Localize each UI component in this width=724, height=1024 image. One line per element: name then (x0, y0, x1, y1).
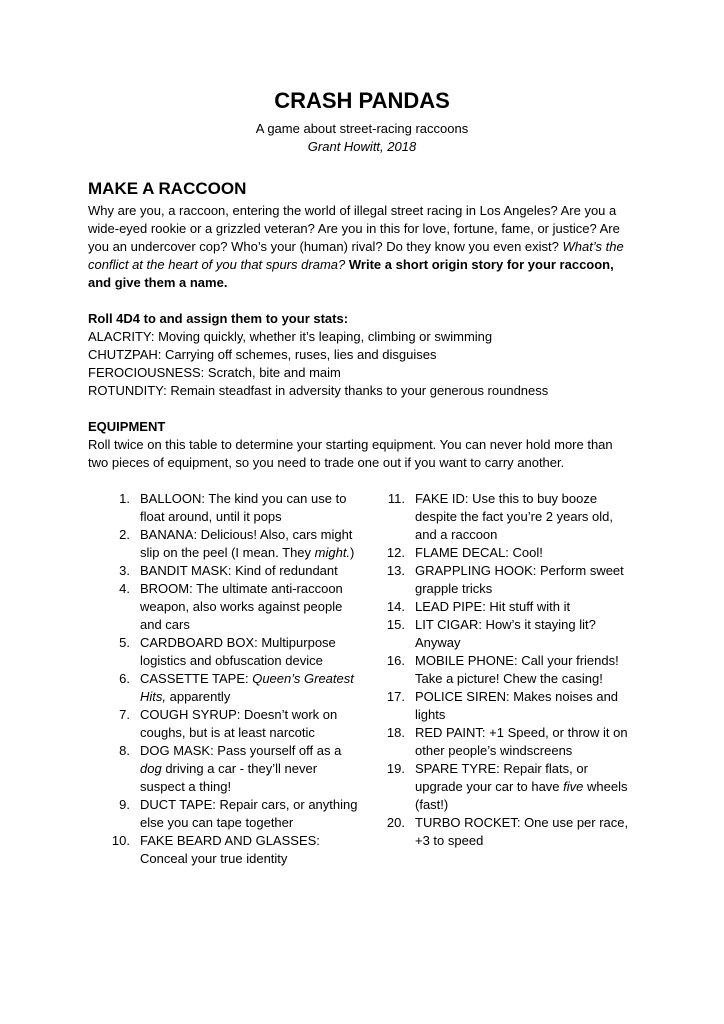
equipment-item-emphasis: five (563, 779, 584, 794)
equipment-item-text: MOBILE PHONE: Call your friends! Take a picture! Chew the casing! (415, 653, 619, 686)
equipment-list-column-right (379, 490, 636, 868)
equipment-intro: Roll twice on this table to determine your starting equipment. You can never hold more than two pieces of equipment, so you need to trade one out if you want to carry another. (88, 437, 613, 470)
equipment-item-text: BANDIT MASK: Kind of redundant (140, 563, 338, 578)
equipment-item-text-part: driving a car - they’ll never suspect a thing! (140, 761, 318, 794)
equipment-item-text: BALLOON: The kind you can use to float around, until it pops (140, 491, 347, 524)
equipment-item-text: FAKE ID: Use this to buy booze despite the fact you’re 2 years old, and a raccoon (415, 491, 614, 542)
equipment-list-item (104, 562, 361, 580)
equipment-list-item (104, 742, 361, 796)
equipment-item-number: 7. (119, 707, 130, 722)
equipment-item-text-part: ) (350, 545, 355, 560)
equipment-item-text-part: CASSETTE TAPE: (140, 671, 253, 686)
equipment-item-number: 13. (386, 563, 405, 578)
intro-plain-text: Why are you, a raccoon, entering the world of illegal street racing in Los Angeles? Are you a wide-eyed rookie or a grizzled veteran? Are you in this for love, fortune, fame, or justice? Are you an undercover cop? Who’s your (human) rival? Do they know you even exist? (88, 203, 620, 254)
roll-stats-heading: Roll 4D4 to and assign them to your stats: (88, 311, 349, 326)
equipment-item-number: 12. (386, 545, 405, 560)
equipment-list-item (379, 544, 636, 562)
equipment-item-text (140, 742, 361, 796)
equipment-item-text: LEAD PIPE: Hit stuff with it (415, 599, 571, 614)
equipment-list-item (379, 490, 636, 544)
equipment-item-number: 6. (119, 671, 130, 686)
equipment-item-number: 17. (386, 689, 405, 704)
equipment-list (88, 490, 636, 868)
equipment-item-text: DUCT TAPE: Repair cars, or anything else you can tape together (140, 797, 358, 830)
equipment-item-emphasis: Queen’s Greatest Hits, (140, 671, 354, 704)
equipment-item-number: 5. (119, 635, 130, 650)
equipment-list-item (104, 706, 361, 742)
equipment-item-text-part: DOG MASK: Pass yourself off as a (140, 743, 342, 758)
equipment-item-number: 14. (386, 599, 405, 614)
equipment-item-number: 11. (387, 491, 405, 506)
equipment-item-number: 10. (111, 833, 130, 848)
equipment-item-text: COUGH SYRUP: Doesn’t work on coughs, but is at least narcotic (140, 707, 338, 740)
equipment-list-item (104, 670, 361, 706)
equipment-item-number: 1. (119, 491, 130, 506)
equipment-list-item (379, 760, 636, 814)
equipment-list-item (104, 634, 361, 670)
equipment-list-item (379, 598, 636, 616)
equipment-item-number: 4. (119, 581, 130, 596)
stat-alacrity: ALACRITY: Moving quickly, whether it’s leaping, climbing or swimming (88, 329, 493, 344)
equipment-list-item (104, 580, 361, 634)
equipment-list-item (104, 832, 361, 868)
equipment-list-item (104, 796, 361, 832)
document-byline: Grant Howitt, 2018 (307, 139, 417, 154)
equipment-item-number: 15. (386, 617, 405, 632)
equipment-item-number: 9. (119, 797, 130, 812)
equipment-item-emphasis: might. (314, 545, 351, 560)
equipment-item-text: RED PAINT: +1 Speed, or throw it on other people’s windscreens (415, 725, 628, 758)
intro-bold-text: Write a short origin story for your raccoon, and give them a name. (88, 257, 614, 290)
equipment-item-text: TURBO ROCKET: One use per race, +3 to speed (415, 815, 629, 848)
equipment-item-text: FLAME DECAL: Cool! (415, 545, 543, 560)
stat-ferociousness: FEROCIOUSNESS: Scratch, bite and maim (88, 365, 341, 380)
equipment-item-text: POLICE SIREN: Makes noises and lights (415, 689, 619, 722)
equipment-list-item (379, 688, 636, 724)
equipment-list-item (379, 724, 636, 760)
equipment-item-text-part: apparently (166, 689, 231, 704)
equipment-item-text: FAKE BEARD AND GLASSES: Conceal your true identity (140, 833, 320, 866)
equipment-item-text-part: BANANA: Delicious! Also, cars might slip on the peel (I mean. They (140, 527, 353, 560)
section-heading-make-a-raccoon: MAKE A RACCOON (88, 179, 247, 198)
equipment-item-text: LIT CIGAR: How’s it staying lit? Anyway (415, 617, 596, 650)
spacer (88, 292, 636, 310)
equipment-item-number: 20. (386, 815, 405, 830)
document-title: CRASH PANDAS (274, 88, 450, 113)
equipment-item-text-part: SPARE TYRE: Repair flats, or upgrade your car to have (415, 761, 588, 794)
equipment-list-item (379, 616, 636, 652)
equipment-item-text (140, 526, 361, 562)
equipment-item-number: 19. (386, 761, 405, 776)
equipment-list-item (104, 526, 361, 562)
equipment-item-text: CARDBOARD BOX: Multipurpose logistics and obfuscation device (140, 635, 336, 668)
equipment-item-number: 18. (386, 725, 405, 740)
document-subtitle: A game about street-racing raccoons (255, 121, 469, 136)
equipment-item-emphasis: dog (140, 761, 162, 776)
section-heading-equipment: EQUIPMENT (88, 419, 166, 434)
equipment-list-item (379, 652, 636, 688)
equipment-list-item (379, 562, 636, 598)
equipment-item-number: 2. (119, 527, 130, 542)
equipment-list-item (379, 814, 636, 850)
equipment-item-text (140, 670, 361, 706)
equipment-item-number: 8. (119, 743, 130, 758)
equipment-item-text: BROOM: The ultimate anti-raccoon weapon, also works against people and cars (140, 581, 343, 632)
make-raccoon-intro (88, 202, 636, 292)
spacer (88, 400, 636, 418)
intro-italic-text: What’s the conflict at the heart of you that spurs drama? (88, 239, 624, 272)
stat-chutzpah: CHUTZPAH: Carrying off schemes, ruses, lies and disguises (88, 347, 437, 362)
equipment-item-number: 16. (386, 653, 405, 668)
equipment-list-column-left (104, 490, 361, 868)
stat-rotundity: ROTUNDITY: Remain steadfast in adversity thanks to your generous roundness (88, 383, 549, 398)
equipment-item-text-part: wheels (fast!) (415, 779, 628, 812)
equipment-item-number: 3. (119, 563, 130, 578)
equipment-list-item (104, 490, 361, 526)
equipment-item-text: GRAPPLING HOOK: Perform sweet grapple tricks (415, 563, 624, 596)
equipment-item-text (415, 760, 636, 814)
